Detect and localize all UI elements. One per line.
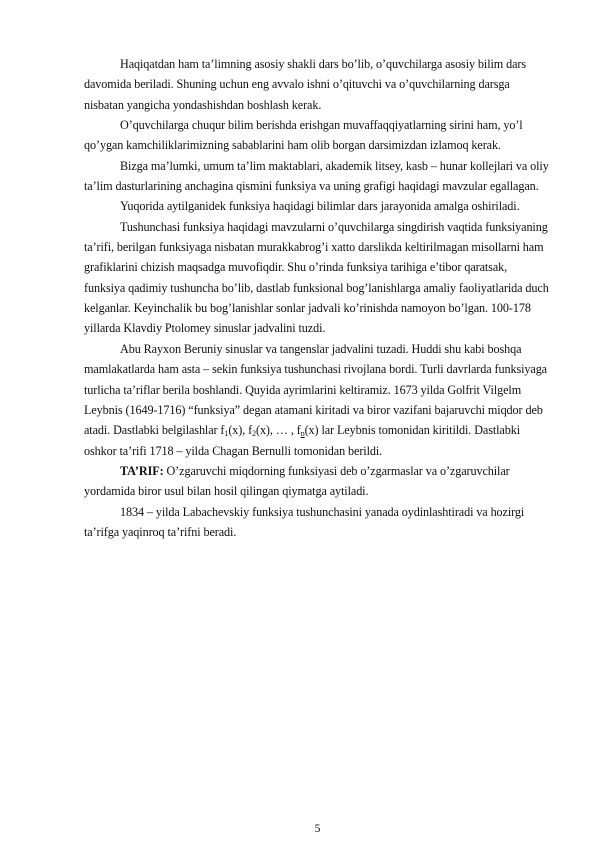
paragraph: Yuqorida aytilganidek funksiya haqidagi bilimlar dars jarayonida amalga oshiriladi. xyxy=(120,199,520,214)
paragraph: Bizga ma’lumki, umum ta’lim maktablari, akademik litsey, kasb – hunar kollejlari va oliy ta’lim dasturlarining anchagina qismini funksiya va uning grafigi haqidagi mavzular egallagan. xyxy=(84,158,549,194)
definition-term: TA’RIF: xyxy=(120,463,164,478)
paragraph: 1834 – yilda Labachevskiy funksiya tushunchasini yanada oydinlashtiradi va hozirgi ta’rifga yaqinroq ta’rifni beradi. xyxy=(84,504,525,539)
subscript-2: 2 xyxy=(252,429,256,439)
history-text-before: Abu Rayxon Beruniy sinuslar va tangenslar jadvalini tuzadi. Huddi shu kabi boshqa mamlakatlarda ham asta – sekin funksiya tushunchasi rivojlana bordi. Turli davrlarda funksiyaga turlicha ta’riflar berila boshlandi. Quyida ayrimlarini keltiramiz. 1673 yilda Golfrit Vilgelm Leybnis (1649-1716) “funksiya” degan atamani kiritadi va biror vazifani bajaruvchi miqdor deb atadi. Dastlabki belgilashlar f xyxy=(84,341,547,438)
history-paragraph xyxy=(84,339,550,461)
history-text-after: (x) lar Leybnis tomonidan kiritildi. Dastlabki oshkor ta’rifi 1718 – yilda Chagan Bernulli tomonidan berildi. xyxy=(84,423,521,458)
history-text-mid2: (x), … , f xyxy=(255,423,301,438)
subscript-1: 1 xyxy=(224,429,229,439)
page-number: 5 xyxy=(314,823,321,835)
paragraph: Tushunchasi funksiya haqidagi mavzularni o’quvchilarga singdirish vaqtida funksiyaning ta’rifi, berilgan funksiyaga nisbatan murakkabrog’i xatto darslikda keltirilmagan misollarni ham grafiklarini chizish maqsadga muvofiqdir. Shu o’rinda funksiya tarihiga e’tibor qaratsak, funksiya qadimiy tushuncha bo’lib, dastlab funksional bog’lanishlarga amaliy faoliyatlarida duch kelganlar. Keyinchalik bu bog’lanishlar sonlar jadvali ko’rinishda namoyon bo’lgan. 100-178 yillarda Klavdiy Ptolomey sinuslar jadvalini tuzdi. xyxy=(84,219,549,336)
paragraph: O’quvchilarga chuqur bilim berishda erishgan muvaffaqqiyatlarning sirini ham, yo’l qo’ygan kamchiliklarimizning sabablarini ham olib borgan darsimizdan izlamoq kerak. xyxy=(84,118,523,153)
history-text-mid1: (x), f xyxy=(228,423,253,438)
definition-paragraph xyxy=(84,461,550,502)
paragraph: Haqiqatdan ham ta’limning asosiy shakli dars bo’lib, o’quvchilarga asosiy bilim dars davomida beriladi. Shuning uchun eng avvalo ishni o’qituvchi va o’quvchilarning darsga nisbatan yangicha yondashishdan boshlash kerak. xyxy=(84,57,527,112)
subscript-n-text: n xyxy=(300,429,305,439)
definition-body: O’zgaruvchi miqdorning funksiyasi deb o’zgarmaslar va o’zgaruvchilar yordamida biror usul bilan hosil qilingan qiymatga aytiladi. xyxy=(84,463,510,499)
body-text xyxy=(84,54,550,542)
